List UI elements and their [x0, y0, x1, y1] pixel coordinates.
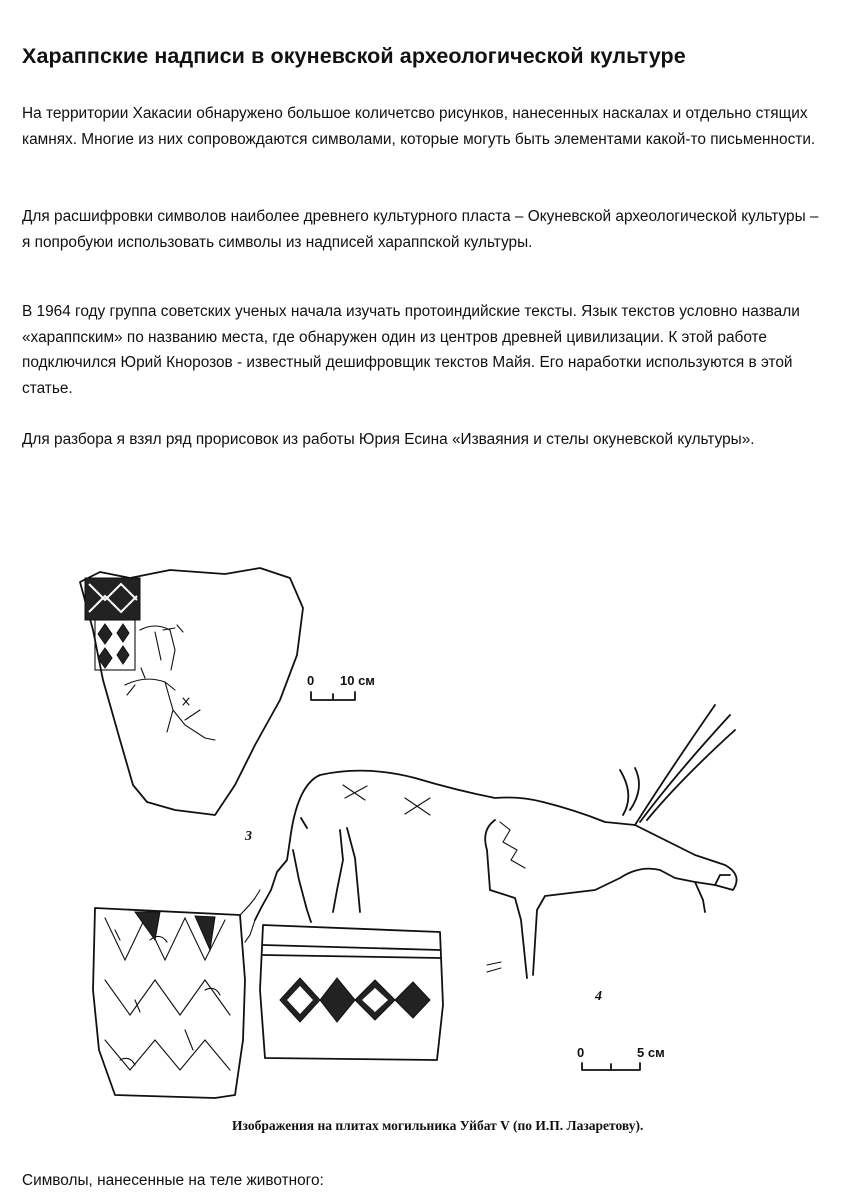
- scale-bottom-zero: 0: [577, 1045, 585, 1060]
- scale-bar-top: [307, 673, 375, 700]
- petroglyph-figure: [75, 560, 775, 1120]
- stone-slab-3: [80, 568, 303, 815]
- page-title: Хараппские надписи в окуневской археологической культуре: [22, 44, 686, 68]
- figure-caption: Изображения на плитах могильника Уйбат V (по И.П. Лазаретову).: [232, 1118, 644, 1133]
- paragraph-3: В 1964 году группа советских ученых начала изучать протоиндийские тексты. Язык текстов условно назвали «хараппским» по названию места, где обнаружен один из центров древней цивилизации. К этой работе подключился Юрий Кнорозов - известный дешифровщик текстов Майя. Его наработки используются в этой статье.: [22, 303, 800, 397]
- closing-line: Символы, нанесенные на теле животного:: [22, 1172, 324, 1189]
- diamond-panel: [260, 925, 443, 1060]
- paragraph-1: На территории Хакасии обнаружено большое количетсво рисунков, нанесенных наскалах и отдельно стящих камнях. Многие из них сопровождаются символами, которые могуть быть элементами какой-то письменности.: [22, 105, 816, 148]
- scale-top-zero: 0: [307, 673, 315, 688]
- paragraph-4: Для разбора я взял ряд прорисовок из работы Юрия Есина «Изваяния и стелы окуневской культуры».: [22, 431, 755, 448]
- animal-drawing: [245, 705, 737, 978]
- figure-label-4: 4: [595, 989, 602, 1004]
- scale-bar-bottom: [577, 1045, 665, 1070]
- hatched-slab: [93, 890, 260, 1098]
- paragraph-2: Для расшифровки символов наиболее древнего культурного пласта – Окуневской археологической культуры – я попробуюи использовать символы из надписей хараппской культуры.: [22, 208, 819, 251]
- figure-label-3: 3: [245, 829, 252, 844]
- scale-top-value: 10 см: [340, 673, 375, 688]
- scale-bottom-value: 5 см: [637, 1045, 665, 1060]
